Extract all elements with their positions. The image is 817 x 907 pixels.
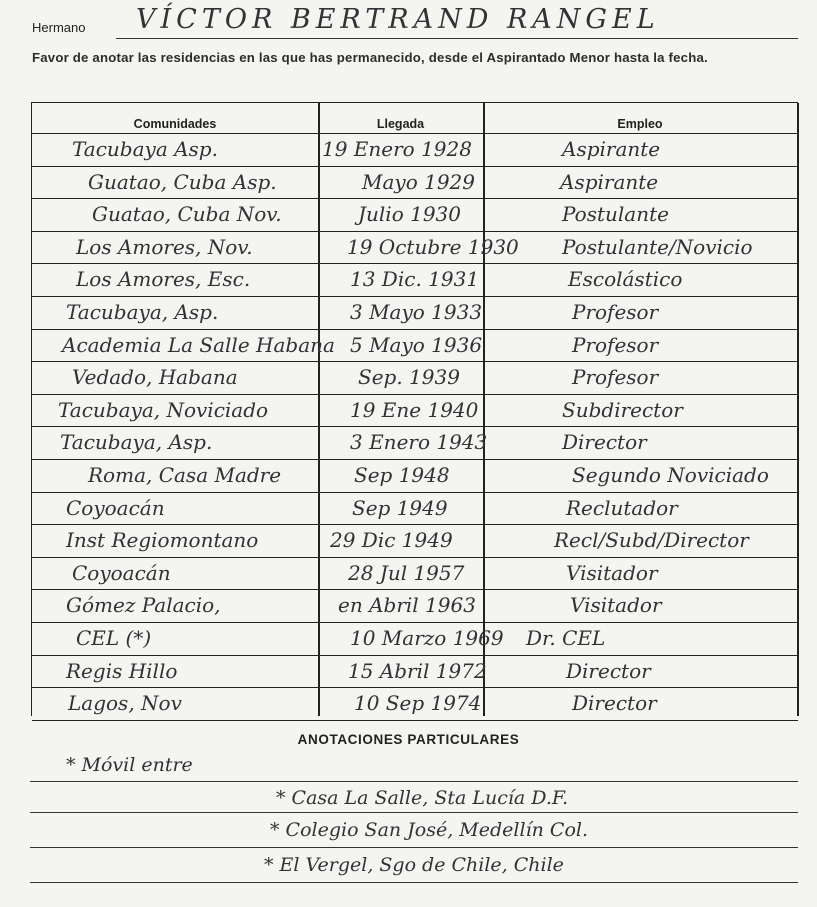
cell-empleo: Dr. CEL bbox=[526, 626, 606, 650]
annotation-rule bbox=[30, 781, 798, 782]
cell-llegada: 19 Octubre 1930 bbox=[347, 234, 519, 259]
cell-empleo: Director bbox=[572, 691, 657, 716]
annotation-line: * Colegio San José, Medellín Col. bbox=[270, 819, 589, 841]
cell-comunidad: Guatao, Cuba Nov. bbox=[92, 202, 282, 227]
cell-llegada: Sep. 1939 bbox=[358, 365, 460, 390]
cell-empleo: Postulante/Novicio bbox=[562, 234, 753, 259]
row-divider bbox=[32, 231, 798, 232]
cell-empleo: Visitador bbox=[570, 593, 662, 618]
cell-llegada: 10 Marzo 1969 bbox=[350, 626, 504, 650]
cell-llegada: Sep 1949 bbox=[352, 495, 448, 520]
annotation-line: * Móvil entre bbox=[66, 754, 193, 776]
cell-comunidad: Vedado, Habana bbox=[72, 365, 238, 390]
row-divider bbox=[32, 394, 798, 395]
hermano-field bbox=[28, 4, 798, 40]
row-divider bbox=[32, 655, 798, 656]
cell-llegada: 19 Ene 1940 bbox=[350, 397, 479, 422]
annotation-line: * El Vergel, Sgo de Chile, Chile bbox=[264, 854, 564, 876]
cell-comunidad: Tacubaya, Asp. bbox=[60, 430, 213, 455]
cell-empleo: Director bbox=[566, 658, 651, 683]
cell-comunidad: Inst Regiomontano bbox=[66, 528, 259, 553]
row-divider bbox=[32, 459, 798, 460]
cell-empleo: Aspirante bbox=[560, 169, 659, 194]
row-divider bbox=[32, 296, 798, 297]
cell-comunidad: Coyoacán bbox=[66, 495, 165, 520]
cell-comunidad: Tacubaya Asp. bbox=[72, 137, 218, 161]
cell-empleo: Recl/Subd/Director bbox=[554, 528, 749, 553]
table-right-border bbox=[797, 103, 799, 716]
cell-empleo: Reclutador bbox=[566, 495, 678, 520]
row-divider bbox=[32, 198, 798, 199]
row-divider bbox=[32, 329, 798, 330]
cell-comunidad: Academia La Salle Habana bbox=[62, 332, 335, 357]
annotation-line: * Casa La Salle, Sta Lucía D.F. bbox=[276, 787, 569, 809]
annotation-rule bbox=[30, 812, 798, 813]
row-divider bbox=[32, 589, 798, 590]
cell-comunidad: Tacubaya, Asp. bbox=[66, 300, 219, 324]
cell-llegada: en Abril 1963 bbox=[338, 593, 476, 618]
row-divider bbox=[32, 166, 798, 167]
annotations-title bbox=[0, 732, 817, 747]
residences-table bbox=[31, 102, 798, 716]
cell-empleo: Segundo Noviciado bbox=[572, 463, 769, 487]
cell-llegada: 13 Dic. 1931 bbox=[350, 267, 480, 292]
cell-empleo: Subdirector bbox=[562, 397, 683, 422]
cell-llegada: Mayo 1929 bbox=[362, 169, 475, 194]
cell-comunidad: Lagos, Nov bbox=[68, 691, 182, 716]
cell-comunidad: Gómez Palacio, bbox=[66, 593, 221, 618]
column-divider bbox=[318, 103, 320, 716]
cell-comunidad: CEL (*) bbox=[76, 626, 152, 650]
cell-empleo: Profesor bbox=[572, 365, 659, 390]
cell-empleo: Director bbox=[562, 430, 647, 455]
cell-empleo: Visitador bbox=[566, 560, 658, 585]
cell-empleo: Profesor bbox=[572, 332, 659, 357]
row-divider bbox=[32, 263, 798, 264]
cell-empleo: Postulante bbox=[562, 202, 669, 227]
table-bottom-border bbox=[32, 720, 798, 721]
cell-llegada: 15 Abril 1972 bbox=[348, 658, 487, 683]
cell-llegada: 3 Enero 1943 bbox=[350, 430, 488, 455]
row-divider bbox=[32, 133, 798, 134]
cell-comunidad: Coyoacán bbox=[72, 560, 171, 585]
cell-llegada: Julio 1930 bbox=[358, 202, 461, 227]
cell-empleo: Aspirante bbox=[562, 137, 661, 161]
hermano-name-handwritten: VÍCTOR BERTRAND RANGEL bbox=[136, 4, 660, 35]
row-divider bbox=[32, 524, 798, 525]
cell-comunidad: Guatao, Cuba Asp. bbox=[88, 169, 277, 194]
cell-llegada: 3 Mayo 1933 bbox=[350, 300, 483, 324]
row-divider bbox=[32, 492, 798, 493]
row-divider bbox=[32, 361, 798, 362]
cell-comunidad: Tacubaya, Noviciado bbox=[58, 397, 269, 422]
column-header-llegada: Llegada bbox=[376, 117, 425, 131]
cell-llegada: 28 Jul 1957 bbox=[348, 560, 465, 585]
cell-comunidad: Regis Hillo bbox=[66, 658, 178, 683]
cell-empleo: Profesor bbox=[572, 300, 659, 324]
row-divider bbox=[32, 687, 798, 688]
row-divider bbox=[32, 622, 798, 623]
cell-empleo: Escolástico bbox=[568, 267, 683, 292]
instructions-text: Favor de anotar las residencias en las que has permanecido, desde el Aspirantado Menor hasta la fecha. bbox=[32, 50, 708, 65]
cell-llegada: 10 Sep 1974 bbox=[354, 691, 482, 716]
hermano-label: Hermano bbox=[32, 20, 86, 35]
row-divider bbox=[32, 557, 798, 558]
cell-llegada: Sep 1948 bbox=[354, 463, 450, 487]
annotation-rule bbox=[30, 847, 798, 848]
column-header-comunidades: Comunidades bbox=[133, 117, 217, 131]
cell-comunidad: Roma, Casa Madre bbox=[88, 463, 282, 487]
hermano-underline bbox=[116, 38, 798, 39]
annotation-rule bbox=[30, 882, 798, 883]
cell-llegada: 29 Dic 1949 bbox=[330, 528, 453, 553]
cell-comunidad: Los Amores, Nov. bbox=[76, 234, 253, 259]
row-divider bbox=[32, 426, 798, 427]
annotations-title-text: ANOTACIONES PARTICULARES bbox=[297, 732, 520, 747]
cell-llegada: 19 Enero 1928 bbox=[322, 137, 472, 161]
cell-llegada: 5 Mayo 1936 bbox=[350, 332, 483, 357]
cell-comunidad: Los Amores, Esc. bbox=[76, 267, 251, 292]
column-header-empleo: Empleo bbox=[617, 117, 663, 131]
